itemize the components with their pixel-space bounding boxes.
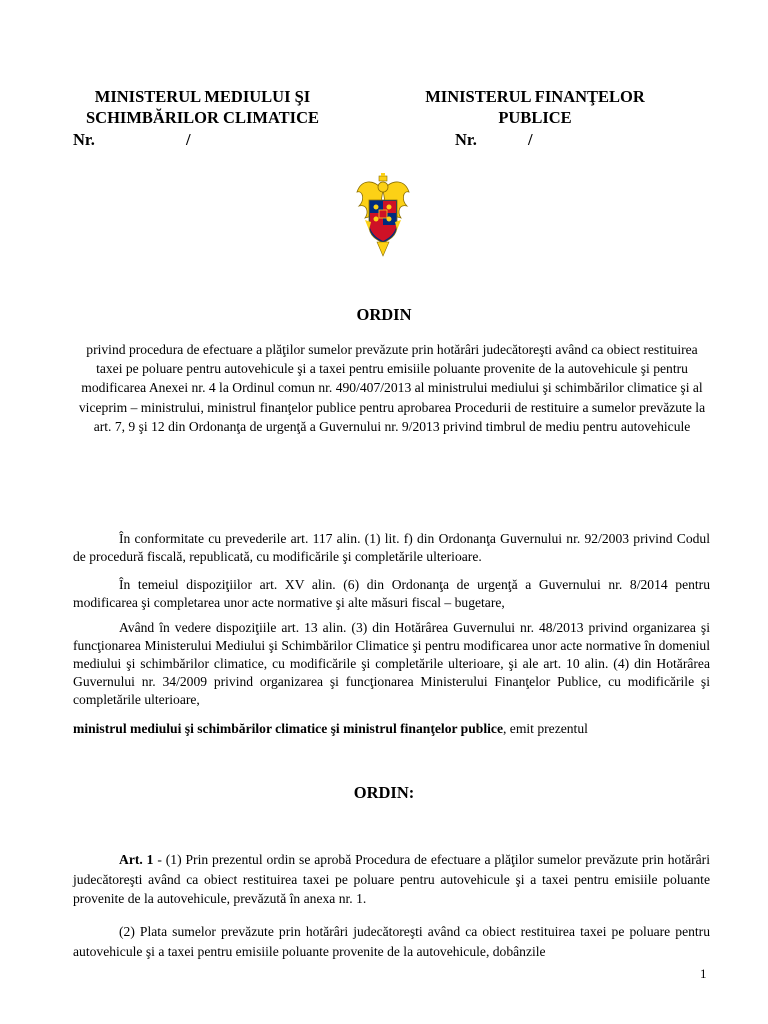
left-nr-slash: / xyxy=(186,130,191,149)
paragraph-conformitate: În conformitate cu prevederile art. 117 alin. (1) lit. f) din Ordonanţa Guvernului nr. 92/2003 privind Codul de procedură fiscală, republicată, cu modificările şi completările ulterioare. xyxy=(73,531,710,564)
order-heading: ORDIN: xyxy=(353,783,415,802)
article-1-paragraph-1 xyxy=(73,850,710,909)
issuers-rest: , emit prezentul xyxy=(502,721,588,736)
page-number: 1 xyxy=(700,966,707,981)
paragraph-avand-in-vedere: Având în vedere dispoziţiile art. 13 alin. (3) din Hotărârea Guvernului nr. 48/2013 privind organizarea şi funcţionarea Ministerului Mediului şi Schimbărilor Climatice şi pentru modificarea unor acte normative în domeniul mediului şi schimbărilor climatice, cu modificările şi completările ulterioare, şi ale art. 10 alin. (4) din Hotărârea Guvernului nr. 34/2009 privind organizarea şi funcţionarea Ministerului Finanţelor Publice, cu modificările şi completările ulterioare, xyxy=(73,620,710,707)
right-ministry-title: MINISTERUL FINANŢELOR PUBLICE xyxy=(425,87,645,127)
left-ministry-title: MINISTERUL MEDIULUI ŞI SCHIMBĂRILOR CLIMATICE xyxy=(85,87,319,127)
left-nr-label: Nr. xyxy=(73,130,95,149)
document-title: ORDIN xyxy=(356,305,412,324)
paragraph-temei: În temeiul dispoziţiilor art. XV alin. (6) din Ordonanţa de urgenţă a Guvernului nr. 8/2014 pentru modificarea şi completarea unor acte normative şi alte măsuri fiscal – bugetare, xyxy=(73,577,710,610)
issuers-bold: ministrul mediului şi schimbărilor climatice şi ministrul finanţelor publice xyxy=(73,721,503,736)
romania-coat-of-arms-icon xyxy=(355,170,411,262)
article-1-paragraph-2: (2) Plata sumelor prevăzute prin hotărâri judecătoreşti având ca obiect restituirea taxei pe poluare pentru autovehicule şi a taxei pentru emisiile poluante provenite de la autovehicule, dobânzile xyxy=(73,924,710,959)
article-1-label: Art. 1 xyxy=(119,852,154,867)
paragraph-issuers xyxy=(73,720,710,738)
document-subtitle: privind procedura de efectuare a plăţilor sumelor prevăzute prin hotărâri judecătoreşti având ca obiect restituirea taxei pe poluare pentru autovehicule şi a taxei pentru emisiile poluante provenite de la autovehicule şi pentru modificarea Anexei nr. 4 la Ordinul comun nr. 490/407/2013 al ministrului mediului şi schimbărilor climatice şi al viceprim – ministrului, ministrul finanţelor publice pentru aprobarea Procedurii de restituire a sumelor prevăzute la art. 7, 9 şi 12 din Ordonanţa de urgenţă a Guvernului nr. 9/2013 privind timbrul de mediu pentru autovehicule xyxy=(78,342,706,434)
right-nr-label: Nr. xyxy=(455,130,477,149)
article-1-text: - (1) Prin prezentul ordin se aprobă Procedura de efectuare a plăţilor sumelor prevăzute prin hotărâri judecătoreşti având ca obiect restituirea taxei pe poluare pentru autovehicule şi a taxei pentru emisiile poluante provenite de la autovehicule, prevăzută în anexa nr. 1. xyxy=(73,852,710,906)
right-nr-slash: / xyxy=(528,130,533,149)
